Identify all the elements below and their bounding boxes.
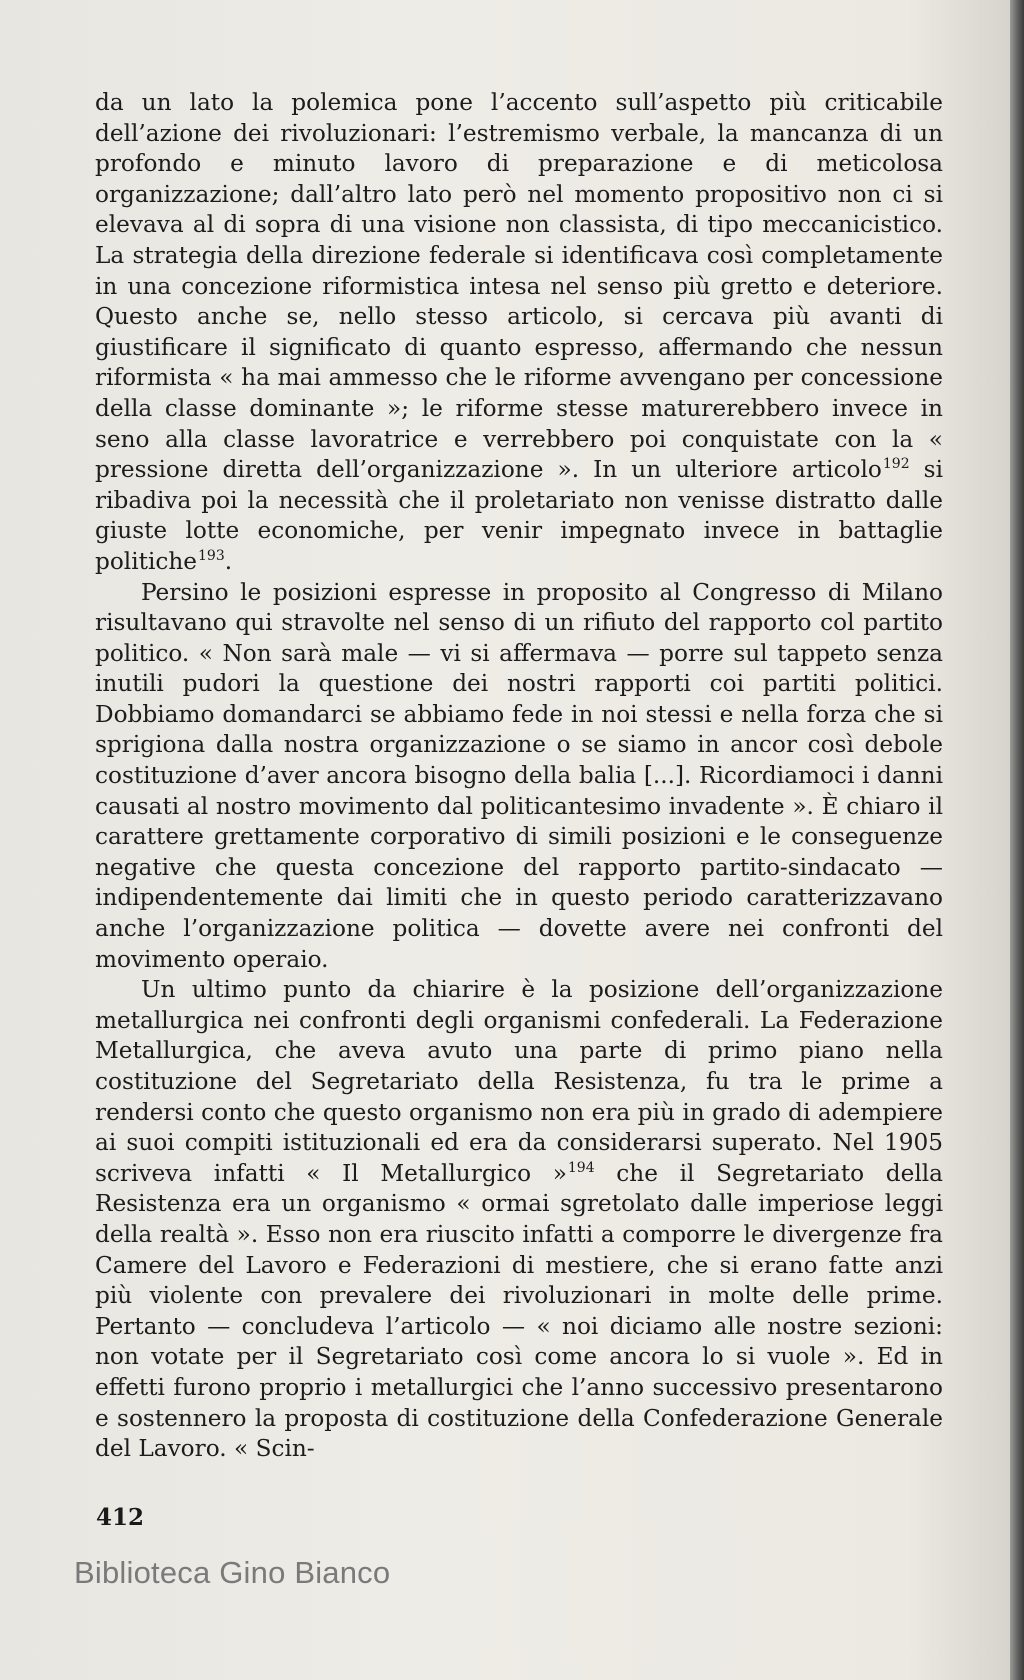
footnote-reference: 194	[567, 1159, 595, 1176]
paragraph-text: Persino le posizioni espresse in proposito al Congresso di Milano risultavano qui stravolte nel senso di un rifiuto del rapporto col partito politico. « Non sarà male — vi si affermava — porre sul tappeto senza inutili pudori la questione dei nostri rapporti coi partiti politici. Dobbiamo domandarci se abbiamo fede in noi stessi e nella forza che si sprigiona dalla nostra organizzazione o se siamo in ancor così debole costituzione d’aver ancora bisogno della balia [...]. Ricordiamoci i danni causati al nostro movimento dal politicantesimo invadente ». È chiaro il carattere grettamente corporativo di simili posizioni e le conseguenze negative che questa concezione del rapporto partito-sindacato — indipendentemente dai limiti che in questo periodo caratterizzavano anche l’organizzazione politica — dovette avere nei confronti del movimento operaio.	[95, 578, 943, 973]
library-watermark: Biblioteca Gino Bianco	[74, 1555, 391, 1590]
paragraph	[95, 975, 943, 1465]
paragraph-text: che il Segretariato della Resistenza era un organismo « ormai sgretolato dalle imperiose leggi della realtà ». Esso non era riuscito infatti a comporre le divergenze fra Camere del Lavoro e Federazioni di mestiere, che si erano fatte anzi più violente con prevalere dei rivoluzionari in molte delle prime. Pertanto — concludeva l’articolo — « noi diciamo alle nostre sezioni: non votate per il Segretariato così come ancora lo si vuole ». Ed in effetti furono proprio i metallurgici che l’anno successivo presentarono e sostennero la proposta di costituzione della Confederazione Generale del Lavoro. « Scin-	[95, 1159, 943, 1463]
paragraph	[95, 578, 943, 976]
paragraph-text: .	[224, 547, 233, 575]
page-number: 412	[96, 1504, 145, 1531]
paragraph-text: Un ultimo punto da chiarire è la posizione dell’organizzazione metallurgica nei confronti degli organismi confederali. La Federazione Metallurgica, che aveva avuto una parte di primo piano nella costituzione del Segretariato della Resistenza, fu tra le prime a rendersi conto che questo organismo non era più in grado di adempiere ai suoi compiti istituzionali ed era da considerarsi superato. Nel 1905 scriveva infatti « Il Metallurgico »	[95, 976, 943, 1187]
footnote-reference: 193	[198, 547, 225, 564]
paragraph	[95, 88, 943, 578]
footnote-reference: 192	[882, 456, 910, 473]
body-text	[95, 88, 943, 1465]
paragraph-text: si ribadiva poi la necessità che il proletariato non venisse distratto dalle giuste lotte economiche, per venir impegnato invece in battaglie politiche	[95, 456, 943, 575]
paragraph-text: da un lato la polemica pone l’accento sull’aspetto più criticabile dell’azione dei rivoluzionari: l’estremismo verbale, la mancanza di un profondo e minuto lavoro di preparazione e di meticolosa organizzazione; dall’altro lato però nel momento propositivo non ci si elevava al di sopra di una visione non classista, di tipo meccanicistico. La strategia della direzione federale si identificava così completamente in una concezione riformistica intesa nel senso più gretto e deteriore. Questo anche se, nello stesso articolo, si cercava più avanti di giustificare il significato di quanto espresso, affermando che nessun riformista « ha mai ammesso che le riforme avvengano per concessione della classe dominante »; le riforme stesse maturerebbero invece in seno alla classe lavoratrice e verrebbero poi conquistate con la « pressione diretta dell’organizzazione ». In un ulteriore articolo	[95, 89, 943, 484]
page-edge-shadow	[1010, 0, 1024, 1680]
